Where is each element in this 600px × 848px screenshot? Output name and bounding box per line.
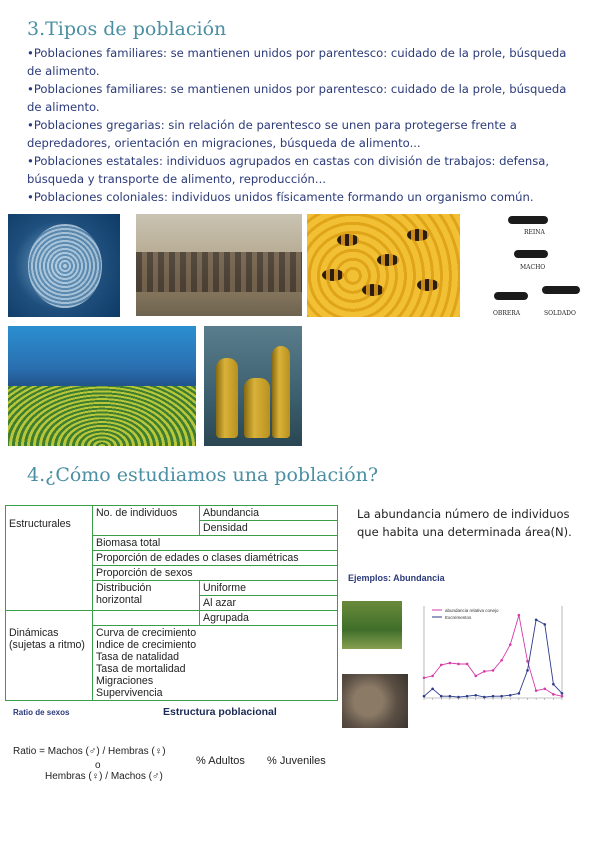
data-point [561,695,564,698]
table-cell-category: Dinámicas (sujetas a ritmo) [6,611,93,701]
ant-label-macho: MACHO [520,264,546,271]
rabbit-field-photo [342,601,402,649]
table-cell: Agrupada [200,611,338,626]
examples-title: Ejemplos: Abundancia [348,573,445,583]
data-point [526,660,529,663]
list-item: •Poblaciones familiares: se mantienen unidos por parentesco: cuidado de la prole, búsqueda de alimento. [27,82,567,114]
data-point [431,688,434,691]
data-point [466,663,469,666]
legend-label: abundancia relativa conejo [445,608,499,613]
data-point [535,619,538,622]
adults-label: % Adultos [196,755,245,767]
data-point [483,670,486,673]
abundance-line-chart [410,598,580,726]
table-cell: Densidad [200,521,338,536]
data-point [457,696,460,699]
list-item: •Poblaciones estatales: individuos agrupados en castas con división de trabajos: defensa, búsqueda y transporte de alimento, reproducción... [27,154,550,186]
data-point [518,614,521,617]
ant-castes-illustration [490,210,588,322]
data-point [518,692,521,695]
sex-ratio-title: Ratio de sexos [13,708,70,717]
data-point [561,692,564,695]
bees-honeycomb-photo [307,214,460,317]
data-point [431,675,434,678]
sex-ratio-or: o [95,760,101,771]
data-point [474,675,477,678]
ant-label-soldado: SOLDADO [544,310,576,317]
data-point [526,669,529,672]
list-item: •Poblaciones familiares: se mantienen unidos por parentesco: cuidado de la prole, búsqueda de alimento. [27,46,567,78]
fish-school-photo [8,214,120,317]
data-point [492,669,495,672]
data-point [449,662,452,665]
table-cell: Al azar [200,596,338,611]
table-cell: Curva de crecimiento Indice de crecimiento Tasa de natalidad Tasa de mortalidad Migraciones Supervivencia [93,626,338,701]
data-point [509,694,512,697]
legend-label: Excrementos [445,615,472,620]
section-4-title: 4.¿Cómo estudiamos una población? [27,464,379,486]
wildebeest-herd-photo [136,214,302,316]
data-point [423,695,426,698]
ant-label-obrera: OBRERA [493,310,521,317]
data-point [500,659,503,662]
table-cell: Distribución horizontal [93,581,200,611]
section-3-title: 3.Tipos de población [27,18,227,40]
table-cell: Uniforme [200,581,338,596]
sponge-colony-photo [204,326,302,446]
data-point [483,696,486,699]
data-point [552,683,555,686]
data-point [552,693,555,696]
ant-label-reina: REINA [524,229,545,236]
table-cell: Abundancia [200,506,338,521]
juveniles-label: % Juveniles [267,755,326,767]
population-structure-title: Estructura poblacional [163,706,277,718]
population-parameters-table [5,505,338,701]
data-point [543,623,546,626]
data-point [474,694,477,697]
data-point [492,695,495,698]
data-point [457,663,460,666]
table-cell: Biomasa total [93,536,338,551]
data-point [423,676,426,679]
sex-ratio-formula: Ratio = Machos (♂) / Hembras (♀) [13,746,166,757]
data-point [440,695,443,698]
data-point [500,695,503,698]
data-point [466,695,469,698]
table-cell: Proporción de edades o clases diamétricas [93,551,338,566]
list-item: •Poblaciones coloniales: individuos unidos físicamente formando un organismo común. [27,190,534,204]
sex-ratio-formula-alt: Hembras (♀) / Machos (♂) [45,771,163,782]
table-cell: No. de individuos [93,506,200,536]
table-cell [93,611,200,626]
list-item: •Poblaciones gregarias: sin relación de parentesco se unen para protegerse frente a depredadores, orientación en migraciones, búsqueda de alimento... [27,118,517,150]
abundance-description: La abundancia número de individuos que habita una determinada área(N). [357,507,572,539]
data-point [440,664,443,667]
data-point [509,643,512,646]
rabbit-burrow-photo [342,674,408,728]
population-types-list [27,44,572,206]
data-point [449,695,452,698]
coral-reef-photo [8,326,196,446]
data-point [543,688,546,691]
data-point [535,689,538,692]
table-cell: Proporción de sexos [93,566,338,581]
table-cell-category: Estructurales [6,506,93,611]
